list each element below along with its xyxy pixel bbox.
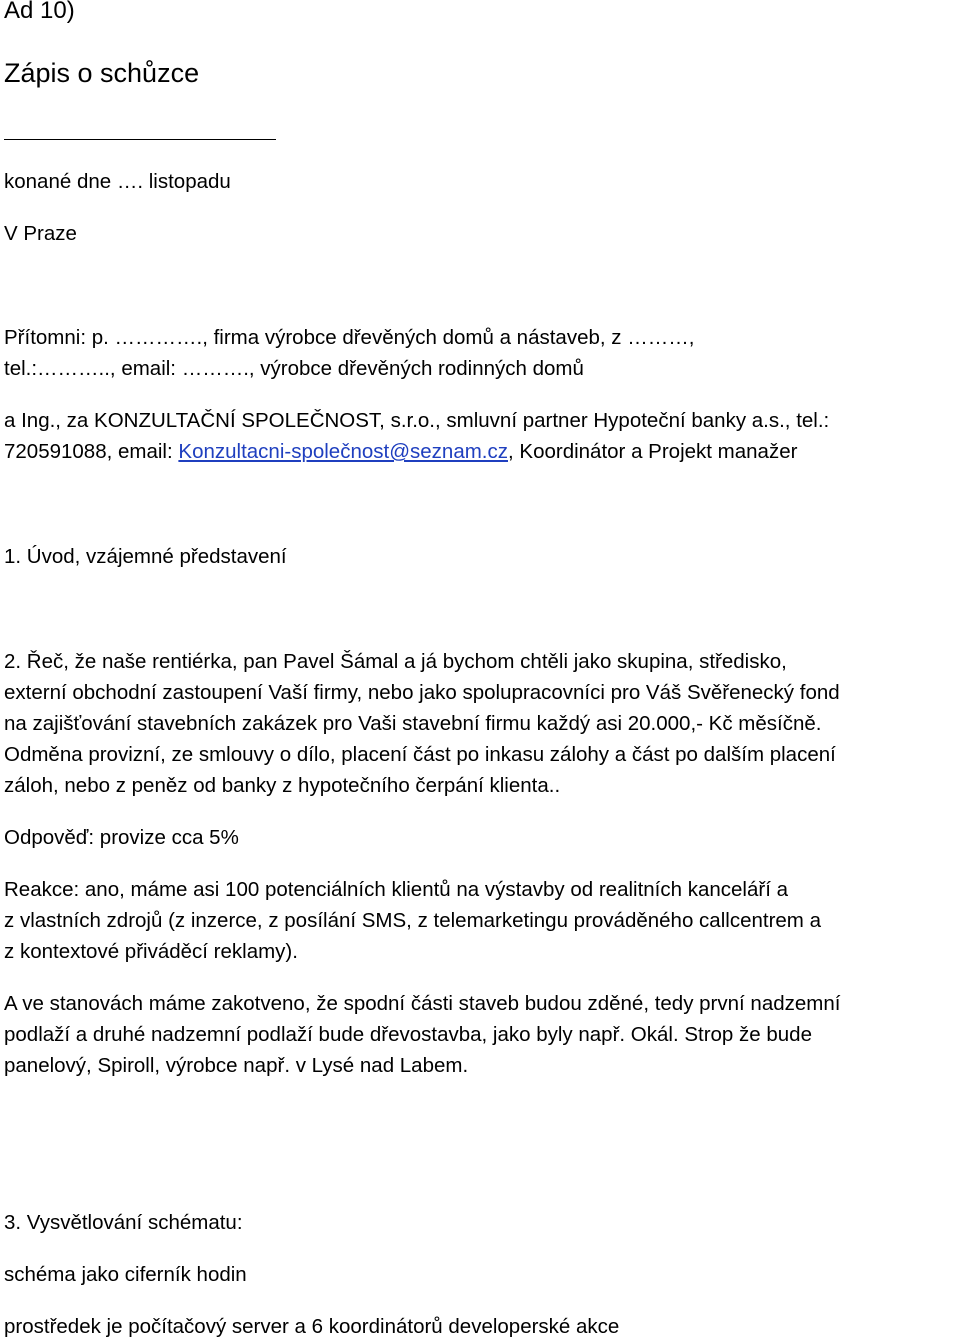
attendees-line-4-prefix: 720591088, email: (4, 440, 179, 463)
attendees-line-2: tel.:……….., email: ………., výrobce dřevěných rodinných domů (4, 357, 584, 380)
attendees-line-3: a Ing., za KONZULTAČNÍ SPOLEČNOST, s.r.o., smluvní partner Hypoteční banky a.s., tel.: (4, 409, 830, 432)
plan-line: A ve stanovách máme zakotveno, že spodní části staveb budou zděné, tedy první nadzemní (4, 992, 841, 1015)
section-3-line: schéma jako ciferník hodin (4, 1263, 247, 1286)
section-3-line: prostředek je počítačový server a 6 koordinátorů developerské akce (4, 1315, 620, 1338)
title-underline (4, 139, 276, 140)
plan-line: podlaží a druhé nadzemní podlaží bude dřevostavba, jako byly např. Okál. Strop že bude (4, 1023, 812, 1046)
attendees-line-1: Přítomni: p. …………., firma výrobce dřevěných domů a nástaveb, z ………, (4, 326, 695, 349)
document-title: Zápis o schůzce (4, 58, 200, 88)
reaction-line: z kontextové přiváděcí reklamy). (4, 940, 298, 963)
section-2-line: na zajišťování stavebních zakázek pro Vaši stavební firmu každý asi 20.000,- Kč měsíčně. (4, 712, 822, 735)
attendees-line-4-suffix: , Koordinátor a Projekt manažer (508, 440, 798, 463)
attendees-line-4 (4, 436, 797, 467)
meeting-date: konané dne …. listopadu (4, 170, 231, 193)
meeting-place: V Praze (4, 222, 77, 245)
section-2-line: externí obchodní zastoupení Vaší firmy, nebo jako spolupracovníci pro Váš Svěřenecký fond (4, 681, 840, 704)
section-2-line: Odměna provizní, ze smlouvy o dílo, placení část po inkasu zálohy a část po dalším placení (4, 743, 836, 766)
section-2-line: záloh, nebo z peněz od banky z hypotečního čerpání klienta.. (4, 774, 561, 797)
plan-line: panelový, Spiroll, výrobce např. v Lysé nad Labem. (4, 1054, 469, 1077)
document-reference: Ad 10) (4, 0, 75, 24)
answer-line: Odpověď: provize cca 5% (4, 826, 239, 849)
reaction-line: Reakce: ano, máme asi 100 potenciálních klientů na výstavby od realitních kanceláří a (4, 878, 788, 901)
email-link[interactable]: Konzultacni-společnost@seznam.cz (178, 440, 508, 463)
section-3-heading: 3. Vysvětlování schématu: (4, 1211, 243, 1234)
section-1-heading: 1. Úvod, vzájemné představení (4, 545, 287, 568)
section-2-line: 2. Řeč, že naše rentiérka, pan Pavel Šámal a já bychom chtěli jako skupina, středisko, (4, 650, 787, 673)
reaction-line: z vlastních zdrojů (z inzerce, z posílání SMS, z telemarketingu prováděného callcentrem a (4, 909, 821, 932)
